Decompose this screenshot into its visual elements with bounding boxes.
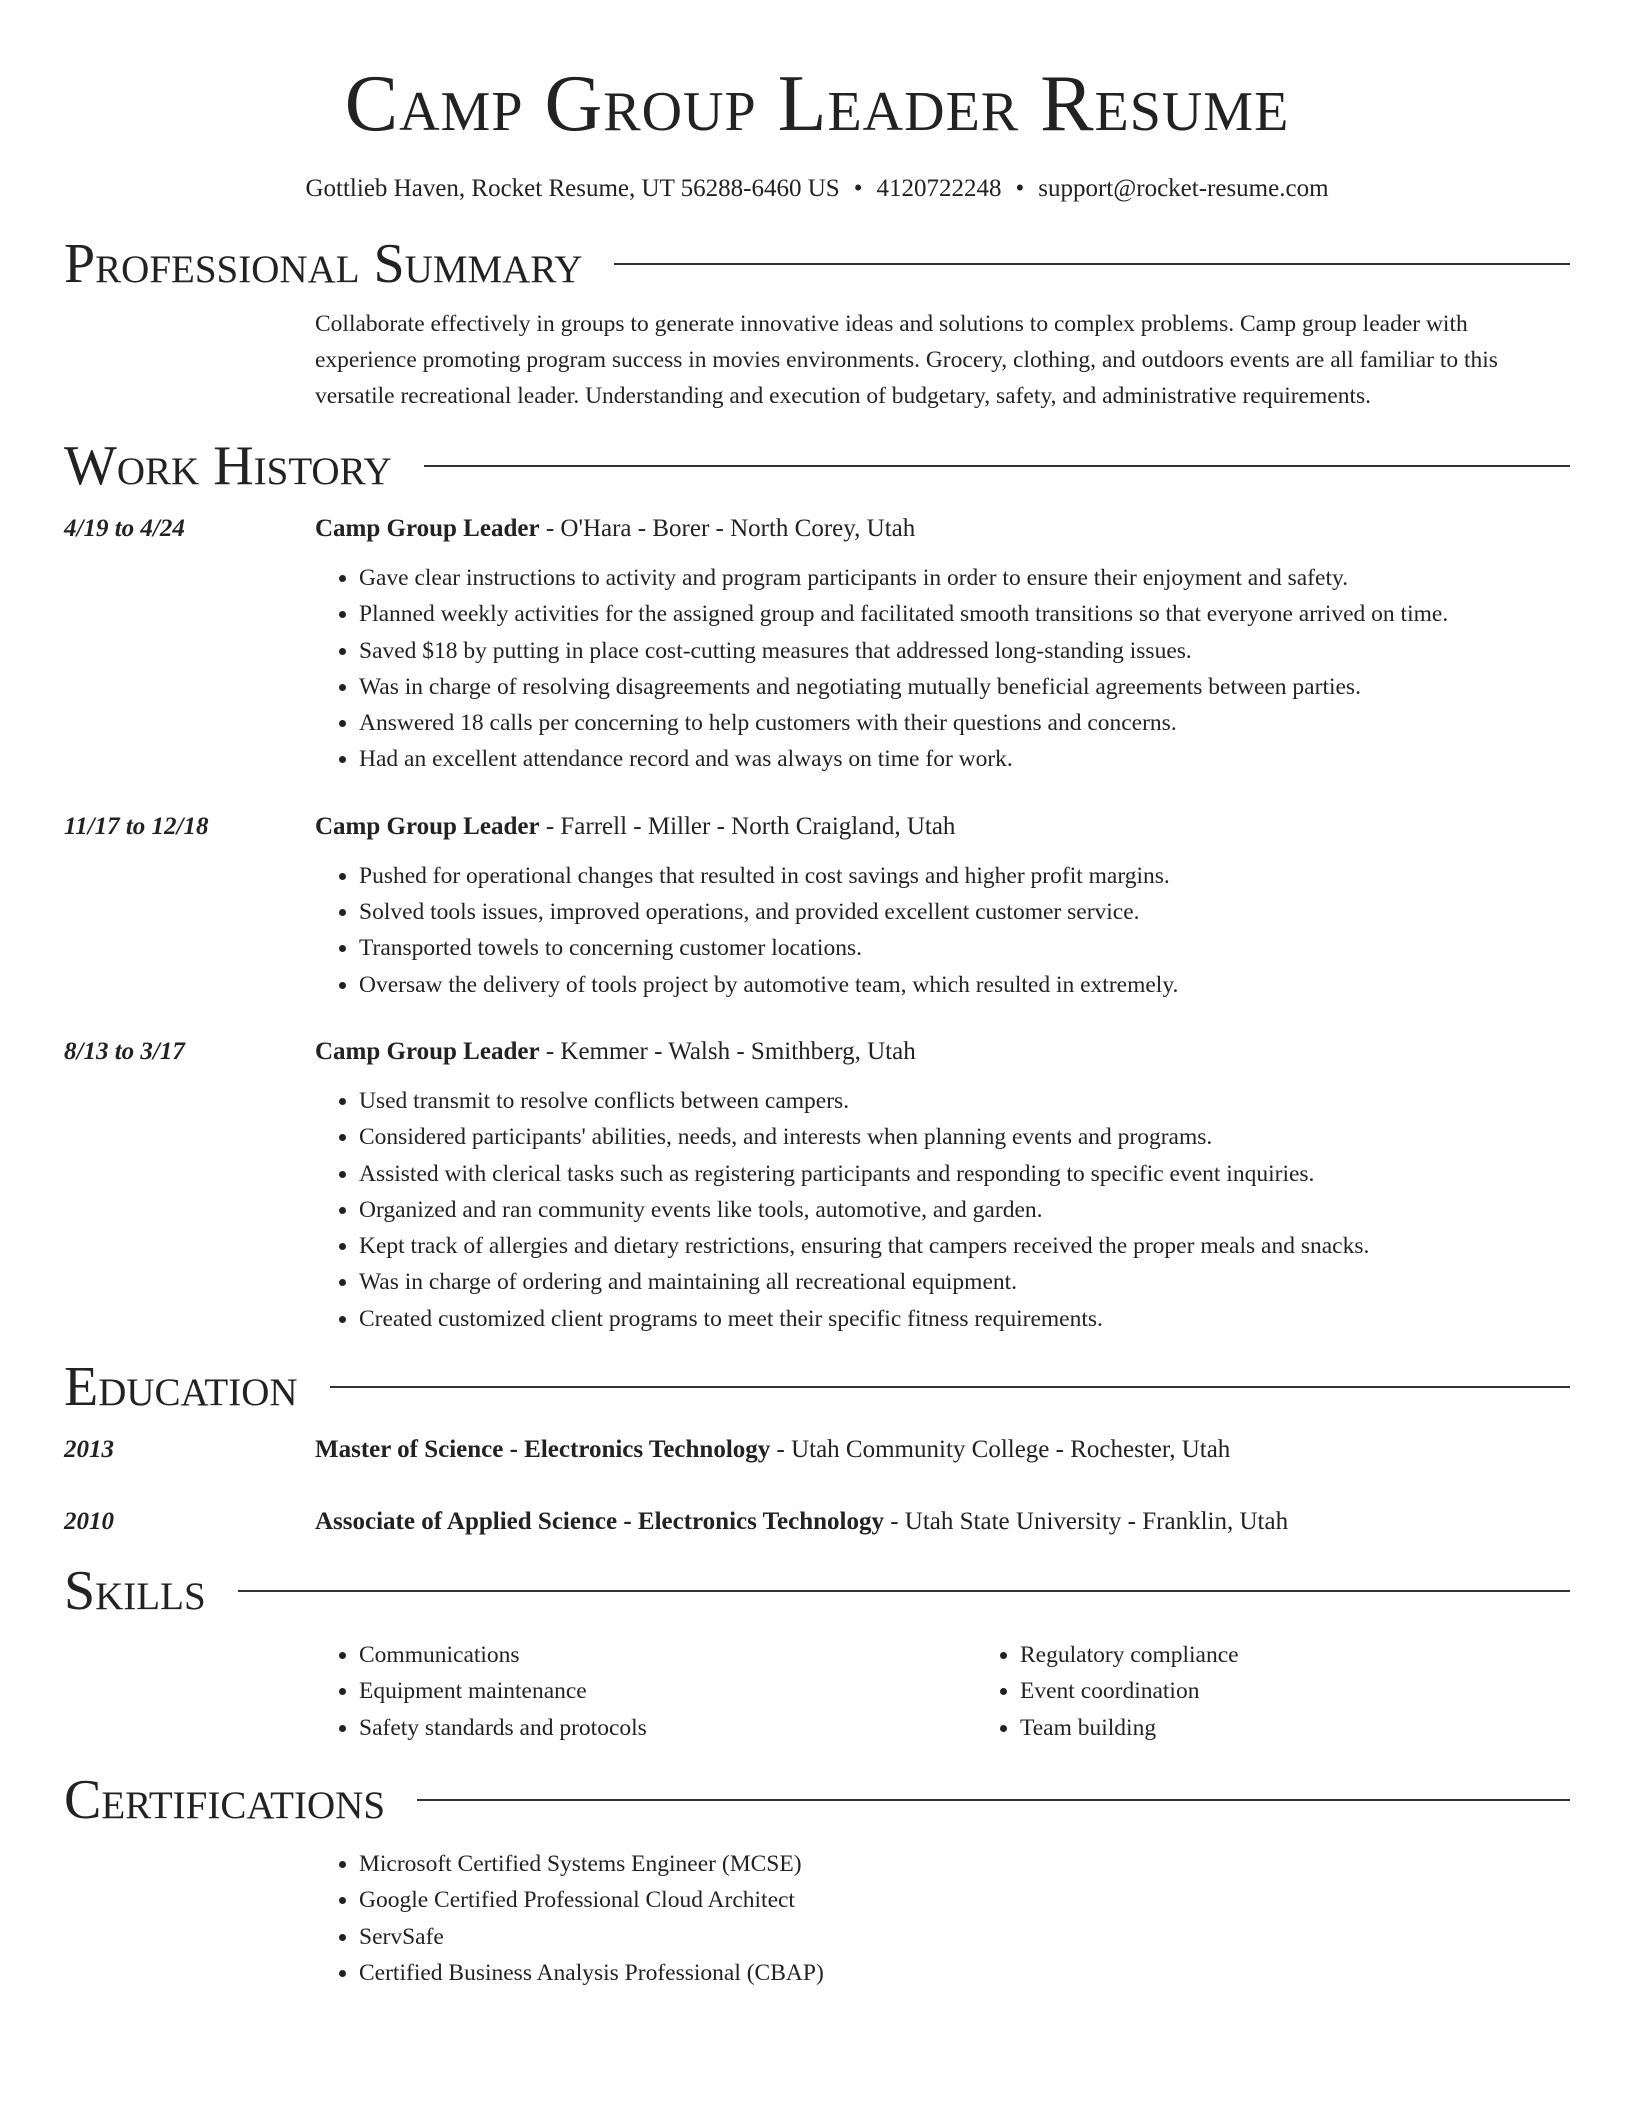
contact-address: Gottlieb Haven, Rocket Resume, UT 56288-6460 US: [305, 175, 840, 202]
job-duty: • Kept track of allergies and dietary restrictions, ensuring that campers received the proper meals and snacks.: [359, 1228, 1570, 1264]
job-body: [315, 810, 1570, 1003]
job-duty: • Had an excellent attendance record and was always on time for work.: [359, 741, 1570, 777]
job-duty: • Gave clear instructions to activity and program participants in order to ensure their enjoyment and safety.: [359, 560, 1570, 596]
skill-item: • Equipment maintenance: [359, 1673, 976, 1709]
summary-row: [64, 306, 1570, 414]
skills-list-right: [976, 1637, 1632, 1746]
contact-phone: 4120722248: [876, 175, 1002, 202]
skill-item: • Team building: [1020, 1710, 1632, 1746]
job-duty: • Created customized client programs to meet their specific fitness requirements.: [359, 1301, 1570, 1337]
section-title: Certifications: [64, 1768, 386, 1831]
summary-section: [64, 232, 1570, 414]
education-school: - Utah Community College - Rochester, Utah: [770, 1436, 1231, 1464]
job-duty: • Assisted with clerical tasks such as registering participants and responding to specific event inquiries.: [359, 1156, 1570, 1192]
work-history-section: [64, 434, 1570, 1337]
contact-separator: •: [853, 175, 863, 202]
certification-item: • Certified Business Analysis Professional (CBAP): [359, 1955, 1570, 1991]
education-year: 2010: [64, 1508, 114, 1536]
job-body: [315, 1035, 1570, 1337]
skill-item: • Regulatory compliance: [1020, 1637, 1632, 1673]
section-header: [64, 232, 1570, 296]
section-title: Work History: [64, 435, 392, 497]
education-entry: [64, 1505, 1570, 1539]
job-duties: [315, 858, 1570, 1003]
job-duty: • Transported towels to concerning customer locations.: [359, 930, 1570, 966]
contact-separator: •: [1015, 175, 1025, 202]
job-duty: • Solved tools issues, improved operations, and provided excellent customer service.: [359, 894, 1570, 930]
job-duties: [315, 1083, 1570, 1337]
education-entry: [64, 1433, 1570, 1467]
section-divider: [417, 1799, 1570, 1801]
section-header: [64, 434, 1570, 498]
section-divider: [238, 1590, 1570, 1592]
job-employer: - Kemmer - Walsh - Smithberg, Utah: [539, 1037, 916, 1065]
section-divider: [614, 263, 1570, 265]
job-entry: [64, 810, 1570, 1003]
skills-columns: [315, 1637, 1632, 1746]
section-header: [64, 1559, 1570, 1623]
section-header: [64, 1355, 1570, 1419]
skill-item: • Safety standards and protocols: [359, 1710, 976, 1746]
job-dates: 11/17 to 12/18: [64, 812, 209, 840]
section-divider: [330, 1386, 1570, 1388]
job-duty: • Used transmit to resolve conflicts between campers.: [359, 1083, 1570, 1119]
job-dates: 4/19 to 4/24: [64, 515, 185, 542]
job-duties: [315, 560, 1570, 778]
certification-item: • Google Certified Professional Cloud Architect: [359, 1882, 1570, 1918]
section-title: Education: [64, 1356, 298, 1419]
section-divider: [424, 465, 1570, 467]
certifications-list: [315, 1846, 1570, 1991]
resume-page: [64, 0, 1570, 1991]
job-body: [315, 512, 1570, 778]
job-entry: [64, 1035, 1570, 1337]
education-body: [315, 1505, 1570, 1539]
job-title: Camp Group Leader: [315, 515, 540, 542]
skills-row: [64, 1637, 1570, 1746]
job-duty: • Organized and ran community events like tools, automotive, and garden.: [359, 1192, 1570, 1228]
education-degree: Associate of Applied Science - Electronics Technology: [315, 1508, 884, 1536]
certifications-section: [64, 1768, 1570, 1991]
job-title: Camp Group Leader: [315, 812, 540, 840]
job-duty: • Saved $18 by putting in place cost-cutting measures that addressed long-standing issues.: [359, 633, 1570, 669]
job-title: Camp Group Leader: [315, 1037, 540, 1065]
certifications-body: [315, 1846, 1570, 1991]
job-duty: • Pushed for operational changes that resulted in cost savings and higher profit margins.: [359, 858, 1570, 894]
job-duty: • Was in charge of ordering and maintaining all recreational equipment.: [359, 1264, 1570, 1300]
certifications-row: [64, 1846, 1570, 1991]
certifications-spacer: [64, 1846, 315, 1991]
contact-email: support@rocket-resume.com: [1038, 175, 1329, 202]
contact-line: [64, 174, 1570, 204]
job-duty: • Answered 18 calls per concerning to help customers with their questions and concerns.: [359, 705, 1570, 741]
certification-item: • ServSafe: [359, 1919, 1570, 1955]
skills-spacer: [64, 1637, 315, 1746]
summary-text: Collaborate effectively in groups to generate innovative ideas and solutions to complex problems. Camp group leader with experience promoting program success in movies environments. Grocery, clothing, and outdoors events are all familiar to this versatile recreational leader. Understanding and execution of budgetary, safety, and administrative requirements.: [315, 311, 1498, 409]
skills-section: [64, 1559, 1570, 1746]
job-heading: [315, 1035, 1570, 1069]
education-degree: Master of Science - Electronics Technology: [315, 1436, 771, 1464]
job-duty: • Oversaw the delivery of tools project by automotive team, which resulted in extremely.: [359, 967, 1570, 1003]
job-employer: - Farrell - Miller - North Craigland, Utah: [539, 812, 956, 840]
skills-list-left: [315, 1637, 976, 1746]
resume-title: Camp Group Leader Resume: [344, 60, 1290, 148]
job-employer: - O'Hara - Borer - North Corey, Utah: [539, 515, 916, 542]
job-heading: [315, 810, 1570, 844]
job-duty: • Was in charge of resolving disagreements and negotiating mutually beneficial agreements between parties.: [359, 669, 1570, 705]
job-heading: [315, 512, 1570, 546]
section-title: Professional Summary: [64, 233, 583, 295]
education-body: [315, 1433, 1570, 1467]
section-title: Skills: [64, 1560, 206, 1623]
skill-item: • Event coordination: [1020, 1673, 1632, 1709]
job-duty: • Planned weekly activities for the assigned group and facilitated smooth transitions so that everyone arrived on time.: [359, 596, 1570, 632]
skill-item: • Communications: [359, 1637, 976, 1673]
summary-body: [315, 306, 1570, 414]
job-duty: • Considered participants' abilities, needs, and interests when planning events and programs.: [359, 1119, 1570, 1155]
job-entry: [64, 512, 1570, 778]
job-dates: 8/13 to 3/17: [64, 1037, 185, 1065]
education-school: - Utah State University - Franklin, Utah: [883, 1508, 1289, 1536]
certification-item: • Microsoft Certified Systems Engineer (MCSE): [359, 1846, 1570, 1882]
summary-spacer: [64, 306, 315, 414]
education-year: 2013: [64, 1436, 114, 1464]
education-section: [64, 1355, 1570, 1539]
section-header: [64, 1768, 1570, 1832]
